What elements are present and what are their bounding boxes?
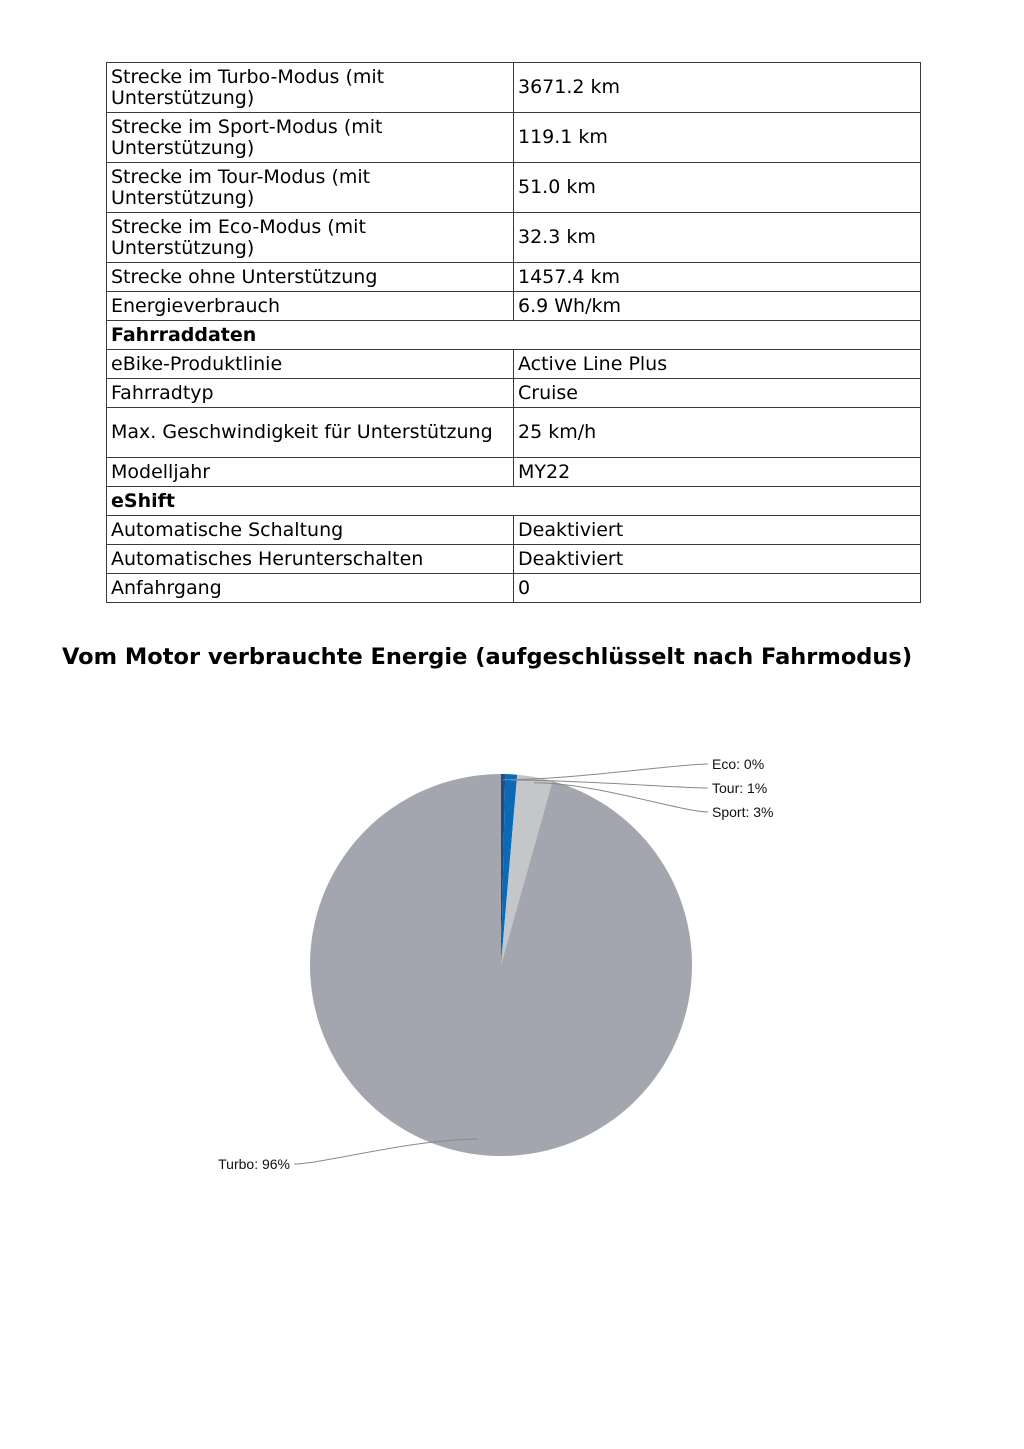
row-label: Strecke ohne Unterstützung [107, 263, 514, 292]
row-value: 1457.4 km [514, 263, 921, 292]
row-label: eBike-Produktlinie [107, 350, 514, 379]
row-label: Strecke im Tour-Modus (mit Unterstützung) [107, 163, 514, 213]
row-value: MY22 [514, 458, 921, 487]
pie-label-tour: Tour: 1% [712, 780, 768, 796]
row-value: 51.0 km [514, 163, 921, 213]
pie-label-eco: Eco: 0% [712, 756, 765, 772]
row-label: Strecke im Eco-Modus (mit Unterstützung) [107, 213, 514, 263]
row-value: 119.1 km [514, 113, 921, 163]
pie-label-turbo: Turbo: 96% [218, 1156, 290, 1172]
pie-label-sport: Sport: 3% [712, 804, 774, 820]
row-value: 0 [514, 574, 921, 603]
row-value: Active Line Plus [514, 350, 921, 379]
row-label: Strecke im Turbo-Modus (mit Unterstützung) [107, 63, 514, 113]
section-heading-bike-data: Fahrraddaten [107, 321, 921, 350]
row-label: Strecke im Sport-Modus (mit Unterstützung) [107, 113, 514, 163]
section-heading-eshift: eShift [107, 487, 921, 516]
row-label: Anfahrgang [107, 574, 514, 603]
row-value: 6.9 Wh/km [514, 292, 921, 321]
row-label: Automatisches Herunterschalten [107, 545, 514, 574]
row-label: Max. Geschwindigkeit für Unterstützung [107, 408, 514, 458]
row-value: Deaktiviert [514, 516, 921, 545]
row-value: 25 km/h [514, 408, 921, 458]
row-value: Deaktiviert [514, 545, 921, 574]
row-value: 3671.2 km [514, 63, 921, 113]
row-label: Automatische Schaltung [107, 516, 514, 545]
row-value: 32.3 km [514, 213, 921, 263]
chart-section-title: Vom Motor verbrauchte Energie (aufgeschlüsselt nach Fahrmodus) [62, 644, 913, 670]
row-label: Fahrradtyp [107, 379, 514, 408]
row-label: Energieverbrauch [107, 292, 514, 321]
row-value: Cruise [514, 379, 921, 408]
row-label: Modelljahr [107, 458, 514, 487]
